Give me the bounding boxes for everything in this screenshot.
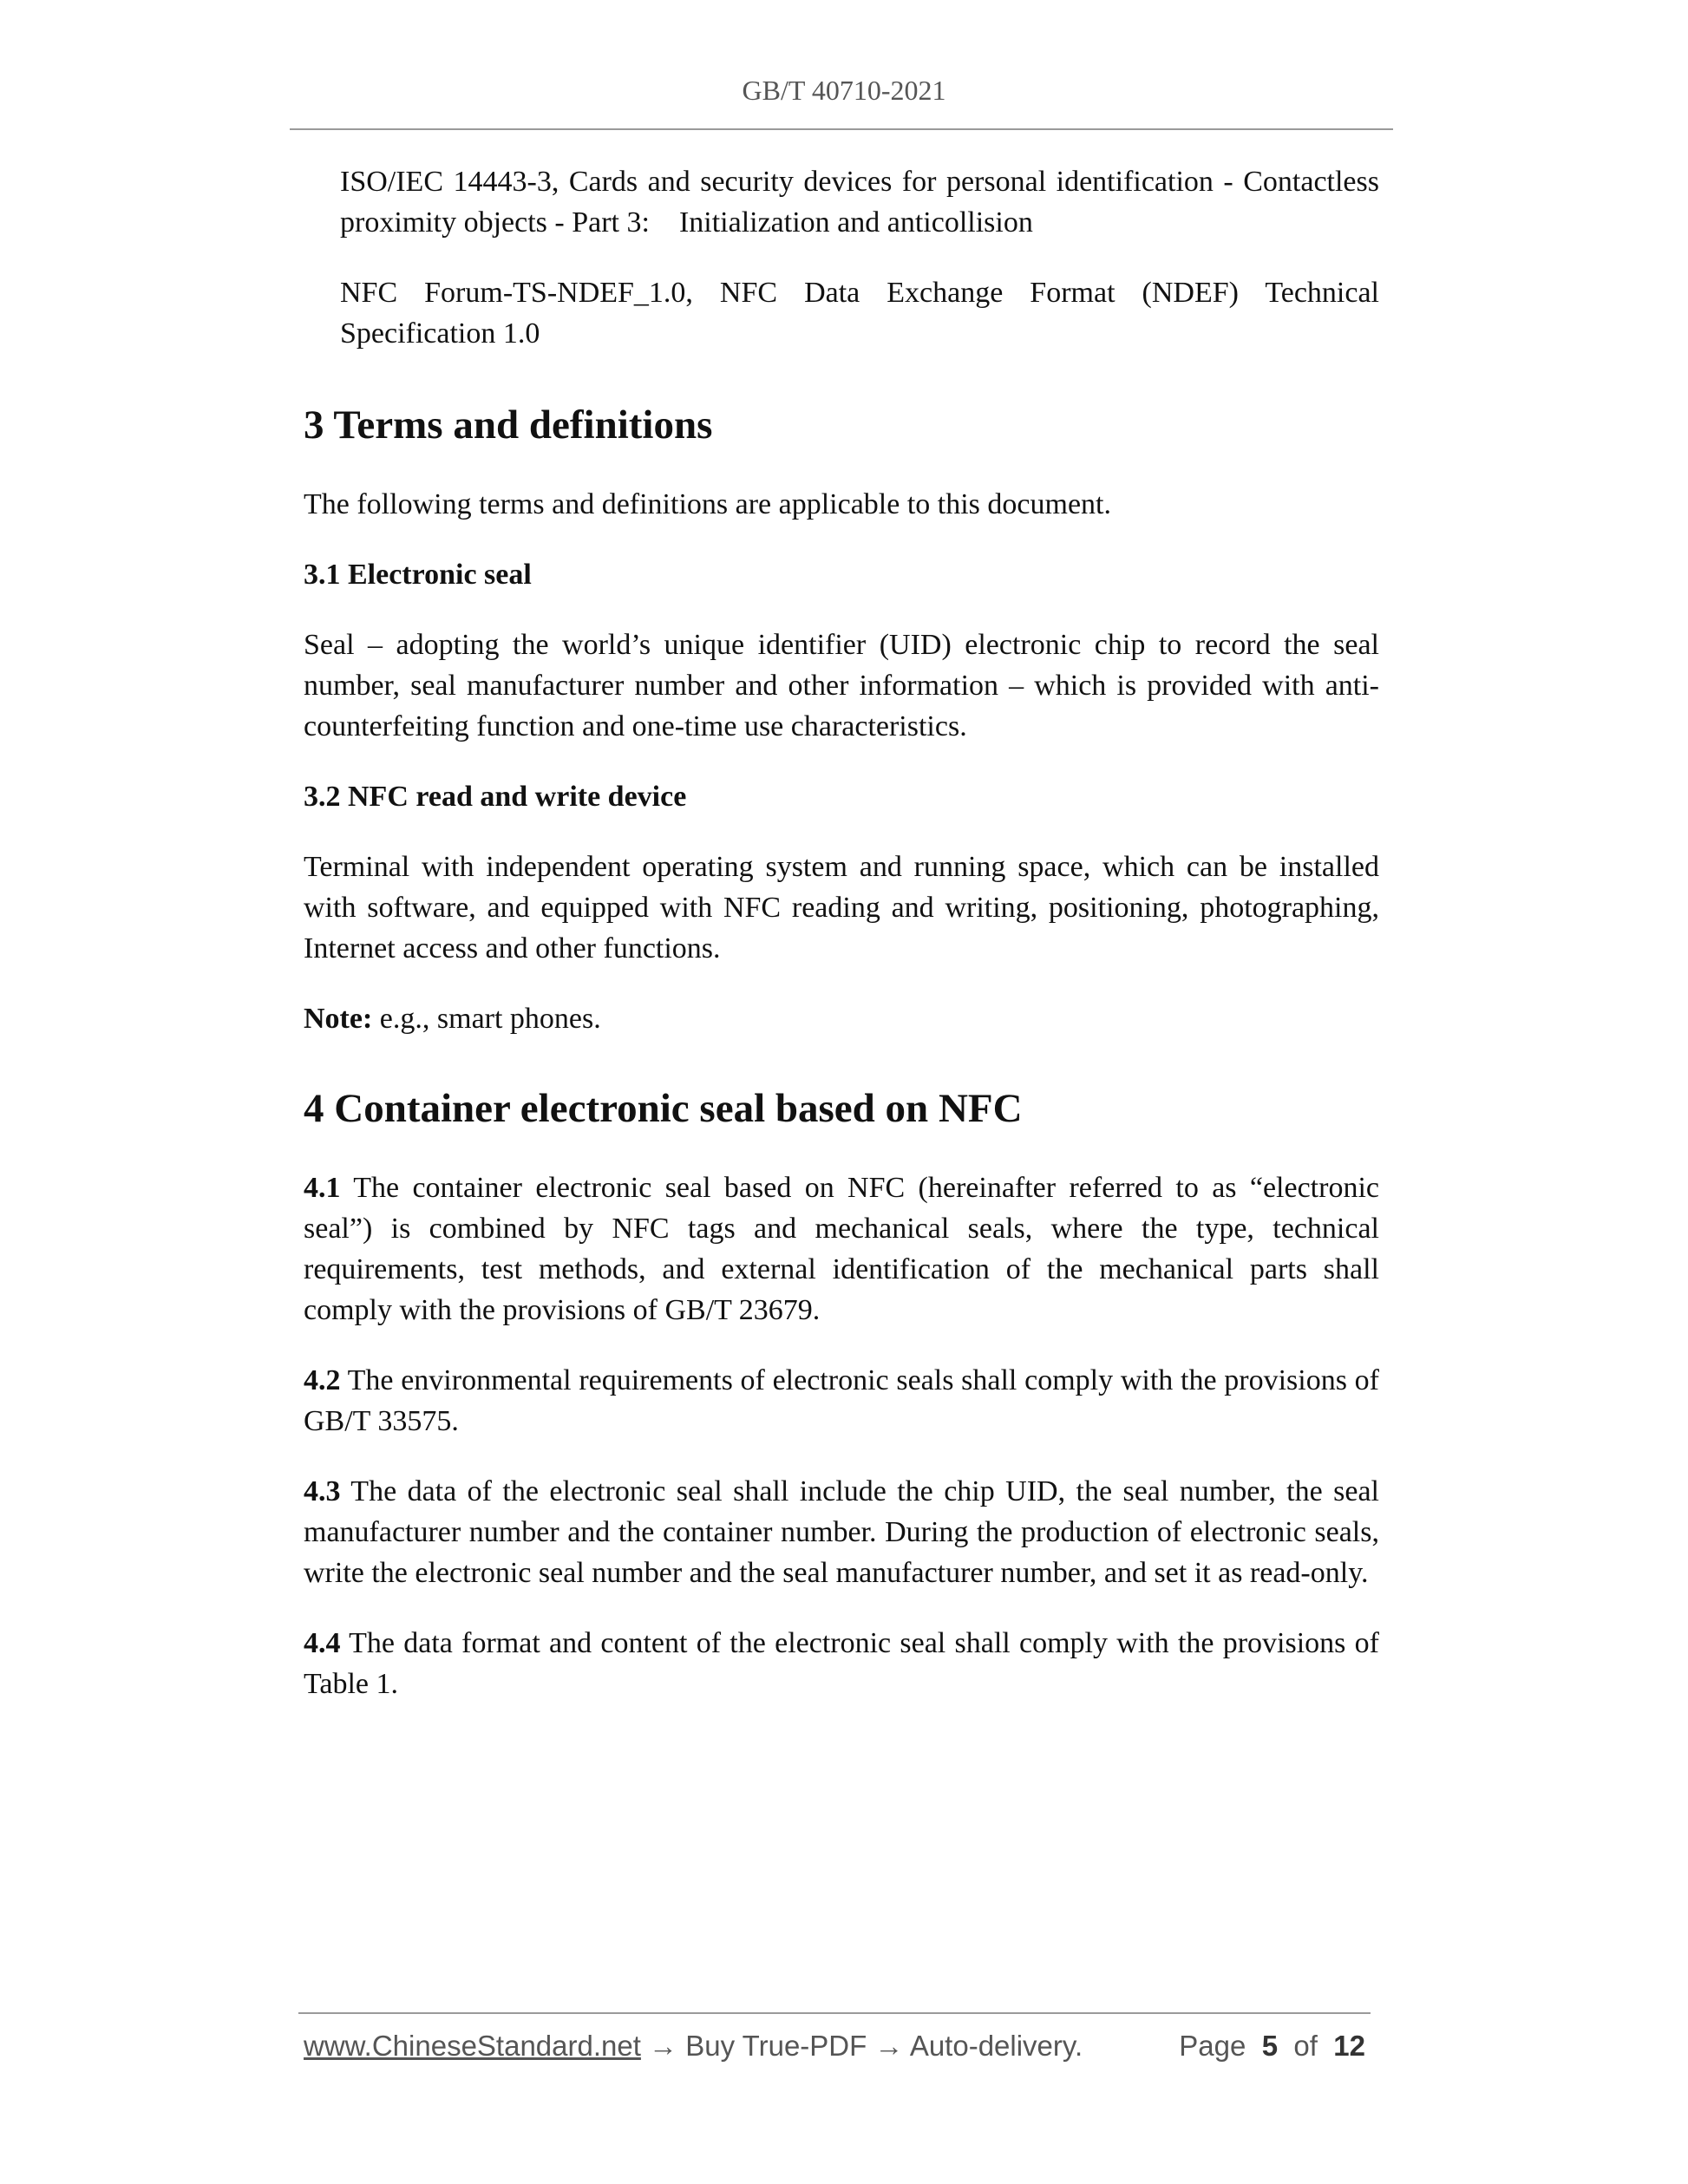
term-3-2-definition: Terminal with independent operating system and running space, which can be installed with software, and equipped with NFC reading and writing, positioning, photographing, Internet access and other functions. (304, 851, 1379, 964)
clause-number: 4.1 (304, 1172, 341, 1204)
page-header: GB/T 40710-2021 (742, 75, 946, 106)
clause-number: 4.4 (304, 1627, 341, 1659)
footer-promo (304, 2030, 1083, 2063)
footer-promo-text: → Buy True-PDF → Auto-delivery. (640, 2030, 1083, 2062)
section-4-heading: 4 Container electronic seal based on NFC (304, 1086, 1023, 1131)
reference-iso-14443: ISO/IEC 14443-3, Cards and security devices for personal identification - Contactless proximity objects - Part 3: Initialization and anticollision (340, 166, 1379, 239)
clause-number: 4.3 (304, 1475, 341, 1507)
term-3-1-definition: Seal – adopting the world’s unique identifier (UID) electronic chip to record the seal number, seal manufacturer number and other information – which is provided with anti-counterfeiting function and one-time use characteristics. (304, 629, 1379, 742)
clause-text: The environmental requirements of electronic seals shall comply with the provisions of GB/T 33575. (304, 1364, 1379, 1437)
clause-4-4 (304, 1623, 1379, 1704)
note-text: e.g., smart phones. (372, 1003, 601, 1035)
clause-4-1 (304, 1167, 1379, 1331)
page-of: of (1293, 2030, 1318, 2062)
clause-4-2 (304, 1360, 1379, 1442)
clause-text: The data format and content of the electronic seal shall comply with the provisions of Table 1. (304, 1627, 1379, 1700)
clause-4-3 (304, 1471, 1379, 1593)
header-divider (290, 128, 1393, 130)
document-body (304, 161, 1379, 1704)
section-3-heading: 3 Terms and definitions (304, 402, 713, 448)
page-label: Page (1179, 2030, 1246, 2062)
chinesestandard-link[interactable]: www.ChineseStandard.net (304, 2030, 641, 2062)
footer-divider (298, 2012, 1371, 2014)
term-3-1-heading: 3.1 Electronic seal (304, 559, 532, 591)
page-indicator (1179, 2030, 1365, 2063)
page-total: 12 (1333, 2030, 1365, 2062)
page-footer (304, 2030, 1371, 2071)
page-current: 5 (1261, 2030, 1279, 2062)
clause-number: 4.2 (304, 1364, 341, 1396)
clause-text: The container electronic seal based on NFC (hereinafter referred to as “electronic seal”) is combined by NFC tags and mechanical seals, where the type, technical requirements, test methods, and external identification of the mechanical parts shall comply with the provisions of GB/T 23679. (304, 1172, 1379, 1326)
clause-text: The data of the electronic seal shall include the chip UID, the seal number, the seal manufacturer number and the container number. During the production of electronic seals, write the electronic seal number and the seal manufacturer number, and set it as read-only. (304, 1475, 1379, 1589)
section-3-intro: The following terms and definitions are applicable to this document. (304, 488, 1111, 520)
reference-nfc-ndef: NFC Forum-TS-NDEF_1.0, NFC Data Exchange Format (NDEF) Technical Specification 1.0 (340, 277, 1379, 350)
term-3-2-note (304, 998, 1379, 1039)
note-label: Note: (304, 1003, 373, 1035)
term-3-2-heading: 3.2 NFC read and write device (304, 781, 687, 813)
